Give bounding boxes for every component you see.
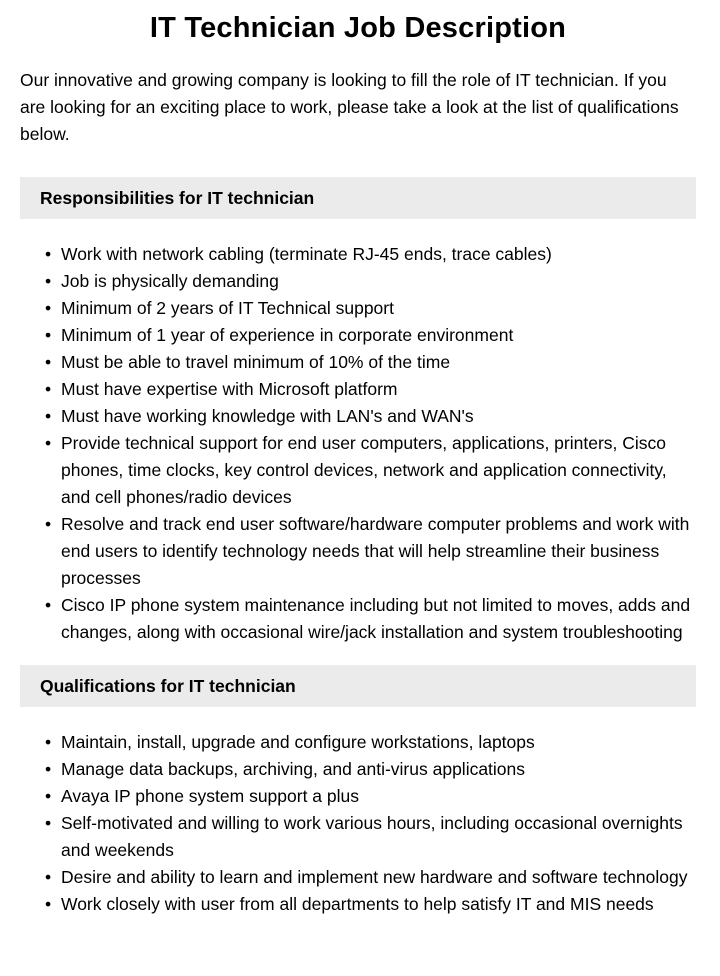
- list-item: • Must be able to travel minimum of 10% of the time: [45, 349, 696, 376]
- section-header-qualifications: [20, 665, 696, 707]
- list-item: • Manage data backups, archiving, and anti-virus applications: [45, 756, 696, 783]
- responsibilities-list: [20, 241, 696, 646]
- list-item: • Must have working knowledge with LAN's and WAN's: [45, 403, 696, 430]
- list-item: • Job is physically demanding: [45, 268, 696, 295]
- list-item: • Provide technical support for end user computers, applications, printers, Cisco phones, time clocks, key control devices, network and application connectivity, and cell phones/radio devices: [45, 430, 696, 511]
- list-item: • Resolve and track end user software/hardware computer problems and work with end users to identify technology needs that will help streamline their business processes: [45, 511, 696, 592]
- qualifications-list: [20, 729, 696, 918]
- list-item: • Avaya IP phone system support a plus: [45, 783, 696, 810]
- list-item: • Work with network cabling (terminate RJ-45 ends, trace cables): [45, 241, 696, 268]
- list-item: • Minimum of 1 year of experience in corporate environment: [45, 322, 696, 349]
- section-header-responsibilities: [20, 177, 696, 219]
- list-item: • Cisco IP phone system maintenance including but not limited to moves, adds and changes, along with occasional wire/jack installation and system troubleshooting: [45, 592, 696, 646]
- page-title: IT Technician Job Description: [149, 12, 567, 44]
- list-item: • Desire and ability to learn and implement new hardware and software technology: [45, 864, 696, 891]
- list-item: • Maintain, install, upgrade and configure workstations, laptops: [45, 729, 696, 756]
- list-item: • Minimum of 2 years of IT Technical support: [45, 295, 696, 322]
- list-item: • Self-motivated and willing to work various hours, including occasional overnights and weekends: [45, 810, 696, 864]
- list-item: • Work closely with user from all departments to help satisfy IT and MIS needs: [45, 891, 696, 918]
- section-heading-text: Responsibilities for IT technician: [40, 187, 315, 208]
- intro-paragraph: Our innovative and growing company is looking to fill the role of IT technician. If you are looking for an exciting place to work, please take a look at the list of qualifications below.: [20, 70, 679, 144]
- list-item: • Must have expertise with Microsoft platform: [45, 376, 696, 403]
- section-heading-text: Qualifications for IT technician: [40, 675, 296, 696]
